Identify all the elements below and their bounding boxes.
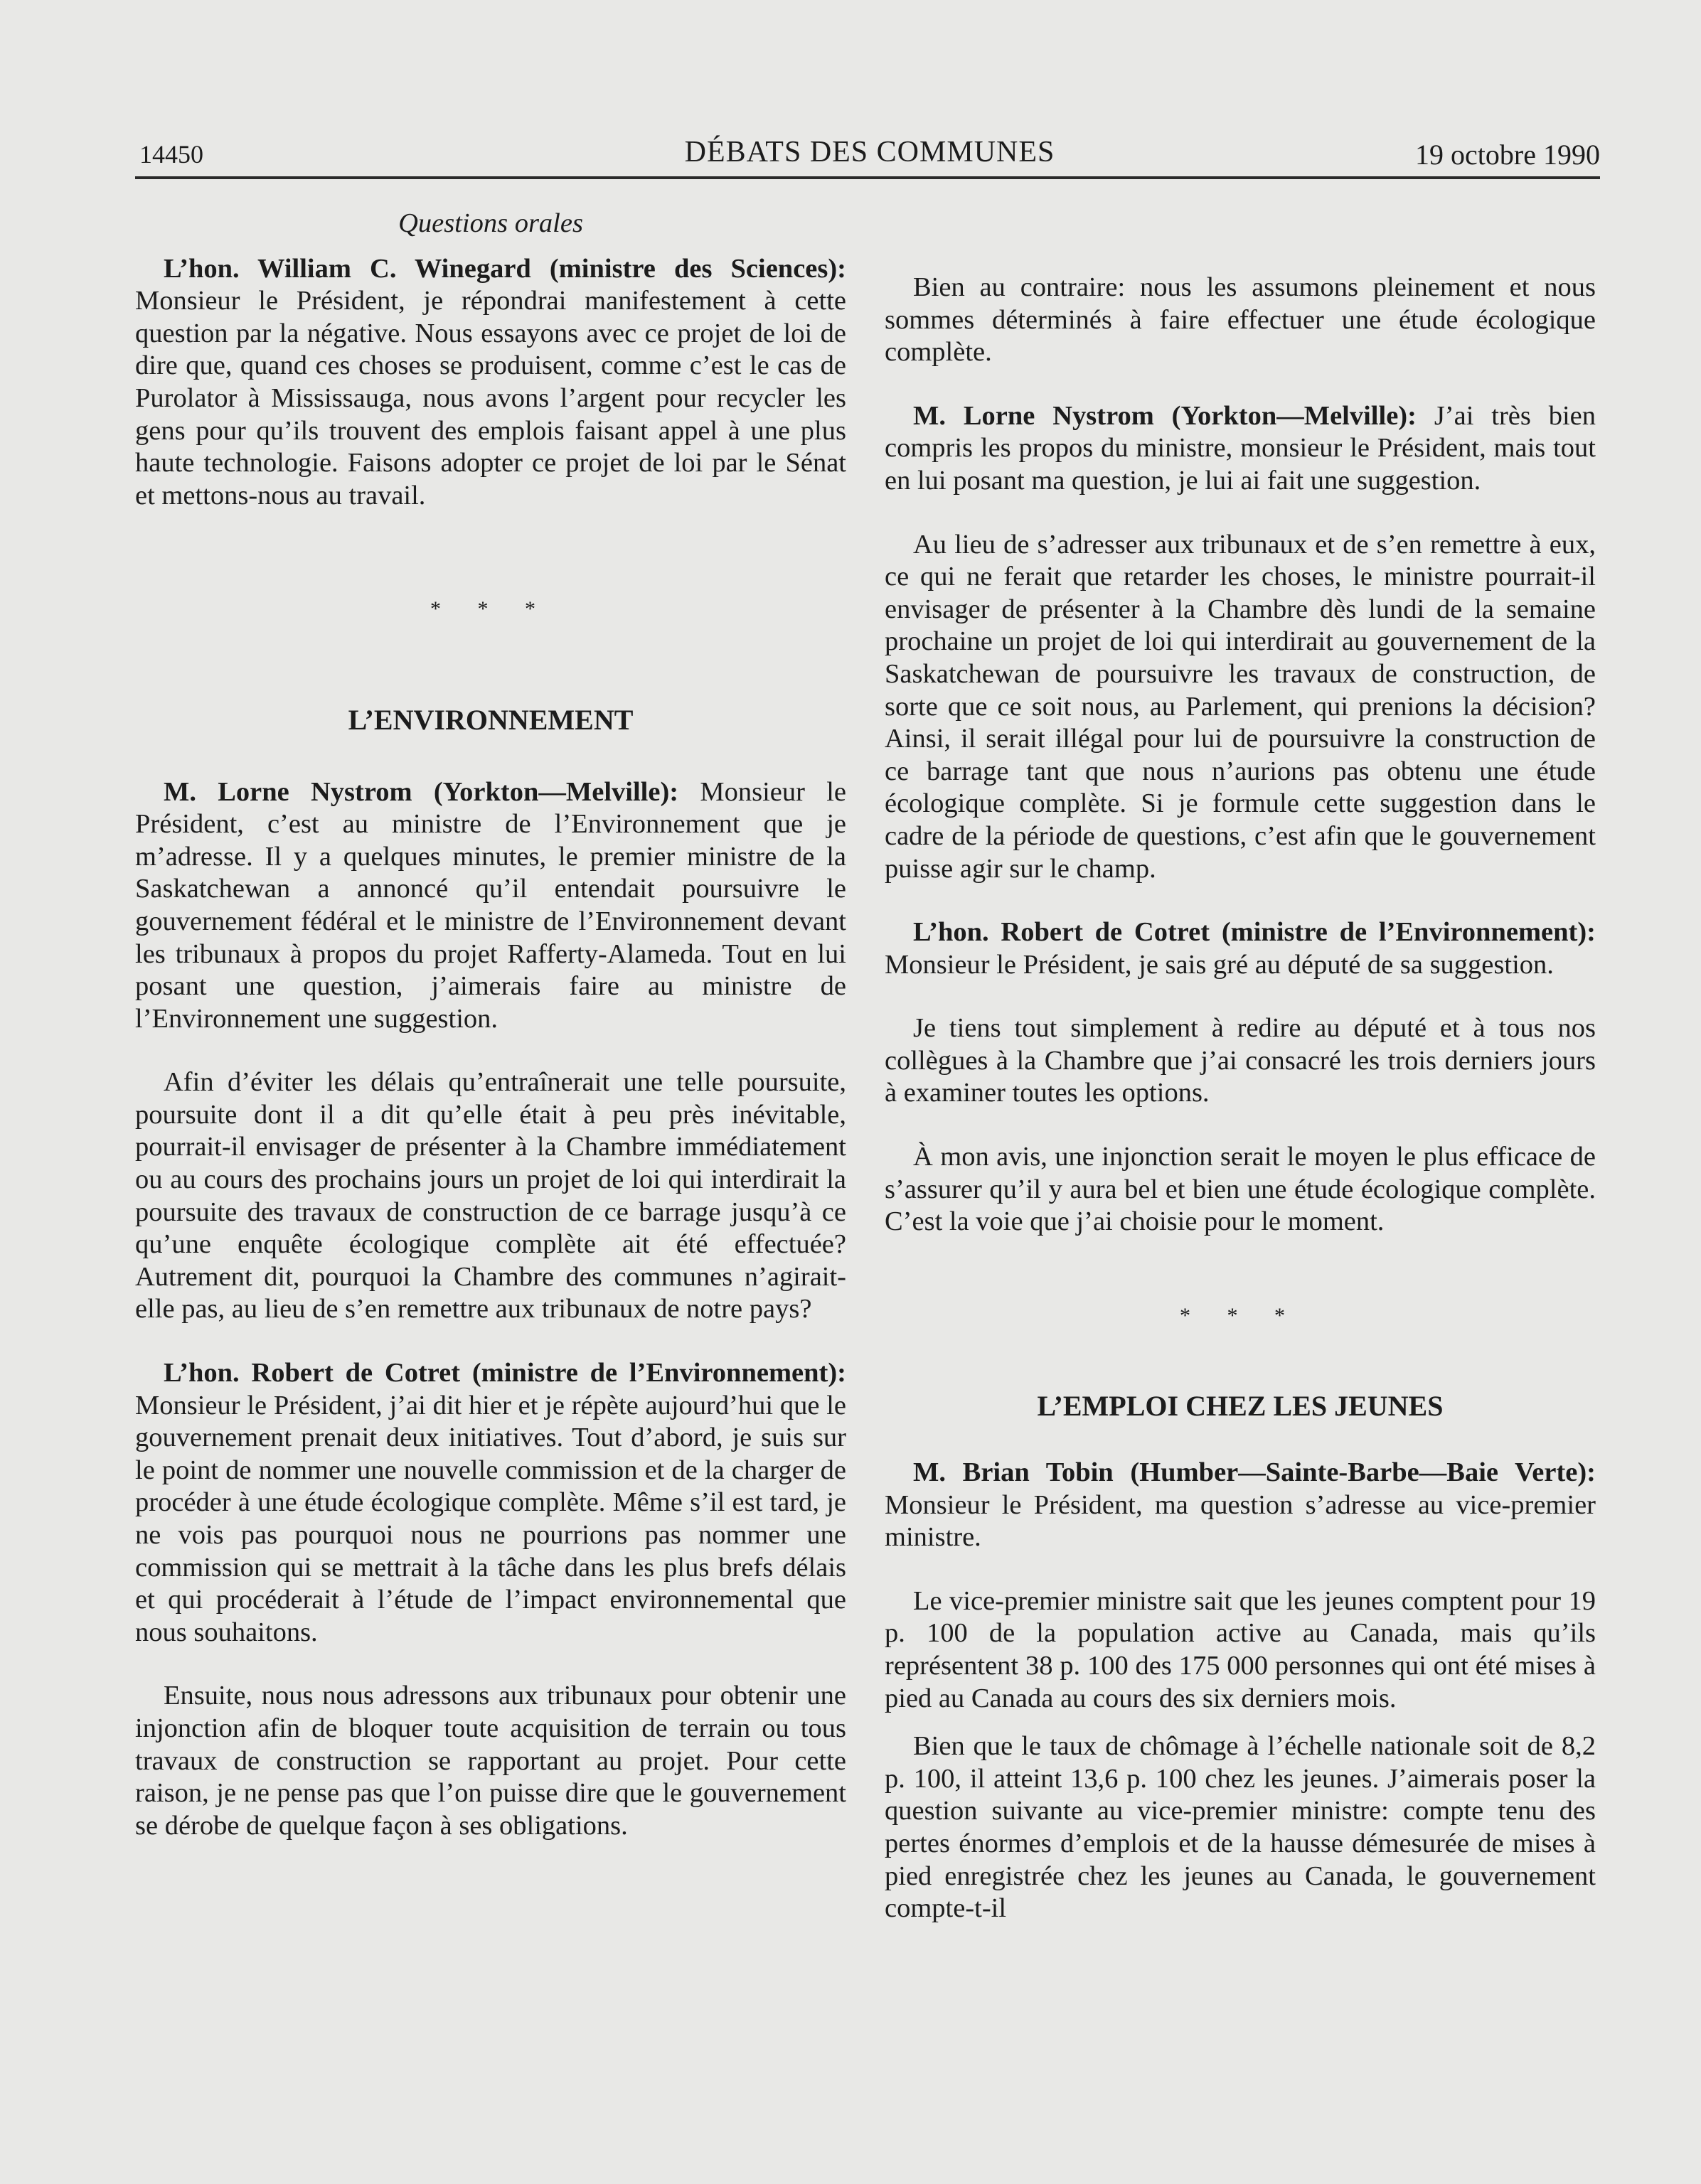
left-column: [135, 208, 846, 1842]
section-separator: * * *: [1180, 1303, 1301, 1327]
paragraph: [885, 400, 1596, 498]
section-heading: L’EMPLOI CHEZ LES JEUNES: [1037, 1390, 1444, 1423]
speaker-name: L’hon. Robert de Cotret (ministre de l’Environnement):: [164, 1358, 846, 1388]
paragraph: Afin d’éviter les délais qu’entraînerait une telle poursuite, poursuite dont il a dit qu’elle était à peu près inévitable, pourrait-il envisager de présenter à la Chambre immédiatement ou au cours des prochains jours un projet de loi qui interdirait la poursuite des travaux de construction de ce barrage jusqu’à ce qu’une enquête écologique complète ait été effectuée? Autrement dit, pourquoi la Chambre des communes n’agirait-elle pas, au lieu de s’en remettre aux tribunaux de notre pays?: [135, 1067, 846, 1324]
paragraph: Au lieu de s’adresser aux tribunaux et de s’en remettre à eux, ce qui ne ferait que retarder les choses, le ministre pourrait-il envisager de présenter à la Chambre dès lundi de la semaine prochaine un projet de loi qui interdirait au gouvernement de la Saskatchewan de poursuivre les travaux de construction, de sorte que ce soit nous, au Parlement, qui prenions la décision? Ainsi, il serait illégal pour lui de poursuivre la construction de ce barrage tant que nous n’aurions pas obtenu une étude écologique complète. Si je formule cette suggestion dans le cadre de la période de questions, c’est afin que le gouvernement puisse agir sur le champ.: [885, 529, 1596, 884]
section-heading: L’ENVIRONNEMENT: [348, 703, 634, 736]
paragraph: Bien au contraire: nous les assumons pleinement et nous sommes déterminés à faire effectuer une étude écologique complète.: [885, 272, 1596, 368]
paragraph: À mon avis, une injonction serait le moyen le plus efficace de s’assurer qu’il y aura bel et bien une étude écologique complète. C’est la voie que j’ai choisie pour le moment.: [885, 1142, 1596, 1237]
section-subhead: Questions orales: [398, 208, 583, 238]
header-rule: [135, 176, 1600, 179]
paragraph-text: J’ai très bien compris les propos du ministre, monsieur le Président, mais tout en lui posant ma question, je lui ai fait une suggestion.: [885, 400, 1596, 496]
speaker-name: M. Brian Tobin (Humber—Sainte-Barbe—Baie Verte):: [913, 1457, 1596, 1488]
right-column: [885, 272, 1596, 1925]
speaker-name: M. Lorne Nystrom (Yorkton—Melville):: [164, 776, 679, 807]
page-header: [139, 135, 1600, 178]
paragraph: [135, 776, 846, 1036]
paragraph: [885, 916, 1596, 981]
paragraph: Je tiens tout simplement à redire au député et à tous nos collègues à la Chambre que j’ai consacré les trois derniers jours à examiner toutes les options.: [885, 1013, 1596, 1108]
paragraph-text: Monsieur le Président, j’ai dit hier et je répète aujourd’hui que le gouvernement prenait deux initiatives. Tout d’abord, je suis sur le point de nommer une nouvelle commission et de la charger de procéder à une étude écologique complète. Même s’il est tard, je ne vois pas pourquoi nous ne pourrions pas nommer une commission qui se mettrait à la tâche dans les plus brefs délais et qui procéderait à l’étude de l’impact environnemental que nous souhaitons.: [135, 1390, 846, 1647]
paragraph: Le vice-premier ministre sait que les jeunes comptent pour 19 p. 100 de la population active au Canada, mais qu’ils représentent 38 p. 100 des 175 000 personnes qui ont été mises à pied au Canada au cours des six derniers mois.: [885, 1585, 1596, 1713]
paragraph: Bien que le taux de chômage à l’échelle nationale soit de 8,2 p. 100, il atteint 13,6 p. 100 chez les jeunes. J’aimerais poser la question suivante au vice-premier ministre: compte tenu des pertes énormes d’emplois et de la hausse démesurée de mises à pied enregistrée chez les jeunes au Canada, le gouvernement compte-t-il: [885, 1731, 1596, 1924]
paragraph: Ensuite, nous nous adressons aux tribunaux pour obtenir une injonction afin de bloquer toute acquisition de terrain ou tous travaux de construction se rapportant au projet. Pour cette raison, je ne pense pas que l’on puisse dire que le gouvernement se dérobe de quelque façon à ses obligations.: [135, 1681, 846, 1841]
paragraph: [885, 1457, 1596, 1554]
speaker-name: L’hon. Robert de Cotret (ministre de l’Environnement):: [913, 917, 1596, 948]
section-separator: * * *: [430, 597, 551, 621]
publication-title: DÉBATS DES COMMUNES: [684, 136, 1055, 168]
paragraph: [135, 253, 846, 513]
paragraph-text: Monsieur le Président, c’est au ministre de l’Environnement que je m’adresse. Il y a quelques minutes, le premier ministre de la Saskatchewan a annoncé qu’il entendait poursuivre le gouvernement fédéral et le ministre de l’Environnement devant les tribunaux à propos du projet Rafferty-Alameda. Tout en lui posant une question, j’aimerais faire au ministre de l’Environnement une suggestion.: [135, 776, 847, 1034]
speaker-name: M. Lorne Nystrom (Yorkton—Melville):: [913, 400, 1417, 431]
paragraph-text: Monsieur le Président, ma question s’adresse au vice-premier ministre.: [885, 1489, 1596, 1553]
paragraph: [135, 1357, 846, 1649]
page-number: 14450: [139, 140, 203, 168]
paragraph-text: Monsieur le Président, je sais gré au député de sa suggestion.: [885, 949, 1554, 980]
speaker-name: L’hon. William C. Winegard (ministre des Sciences):: [164, 253, 846, 284]
publication-date: 19 octobre 1990: [1415, 139, 1600, 171]
paragraph-text: Monsieur le Président, je répondrai manifestement à cette question par la négative. Nous essayons avec ce projet de loi de dire que, quand ces choses se produisent, comme c’est le cas de Purolator à Mississauga, nous avons l’argent pour recycler les gens pour qu’ils trouvent des emplois faisant appel à une plus haute technologie. Faisons adopter ce projet de loi par le Sénat et mettons-nous au travail.: [135, 286, 846, 510]
